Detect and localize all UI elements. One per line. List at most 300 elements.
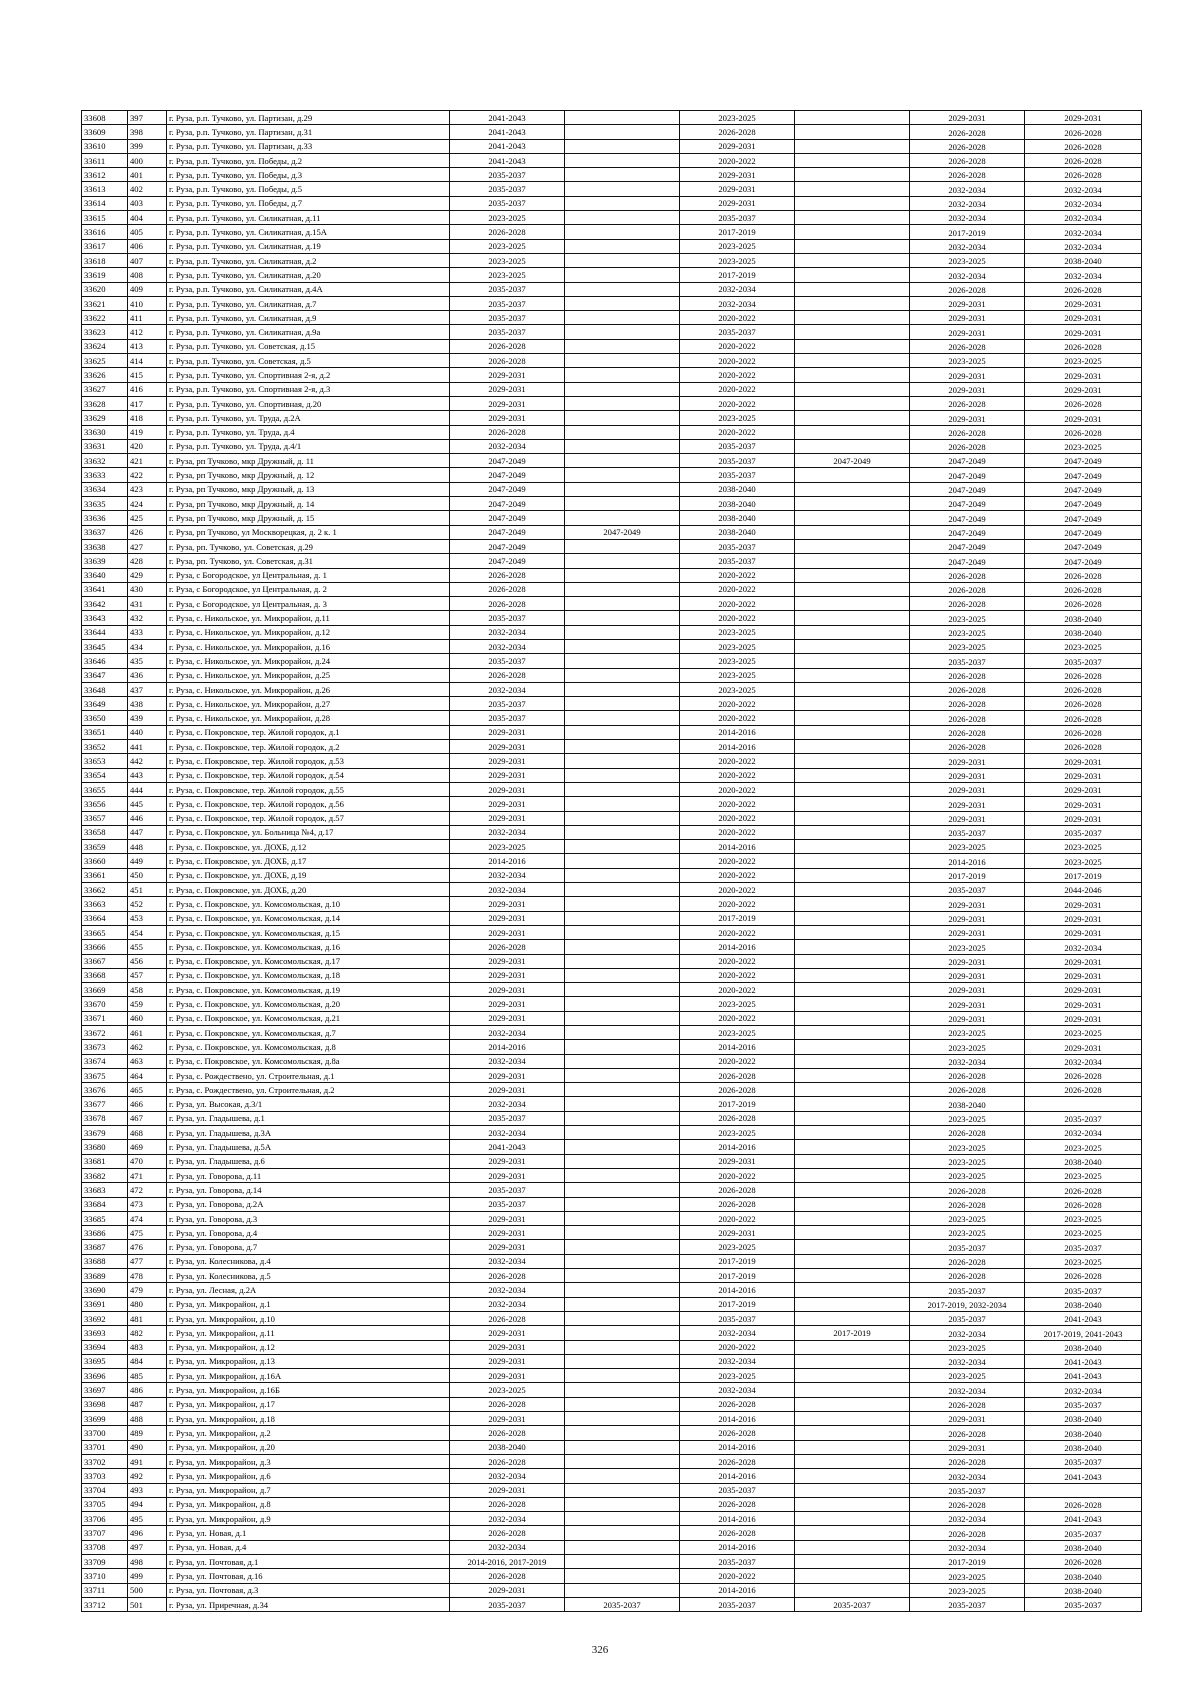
term-3-cell: 2020-2022: [680, 754, 795, 768]
term-3-cell: 2020-2022: [680, 311, 795, 325]
term-2-cell: [565, 954, 680, 968]
term-3-cell: 2032-2034: [680, 1354, 795, 1368]
term-6-cell: 2029-2031: [1025, 382, 1142, 396]
table-row: [82, 954, 1142, 968]
item-number-cell: 479: [128, 1283, 167, 1297]
record-id-cell: 33700: [82, 1426, 128, 1440]
term-5-cell: 2026-2028: [910, 1254, 1025, 1268]
term-3-cell: 2026-2028: [680, 1197, 795, 1211]
term-4-cell: 2047-2049: [795, 454, 910, 468]
term-2-cell: [565, 168, 680, 182]
record-id-cell: 33626: [82, 368, 128, 382]
term-6-cell: 2029-2031: [1025, 411, 1142, 425]
record-id-cell: 33622: [82, 311, 128, 325]
term-2-cell: [565, 311, 680, 325]
term-5-cell: 2035-2037: [910, 883, 1025, 897]
term-1-cell: 2029-2031: [450, 811, 565, 825]
term-5-cell: 2017-2019, 2032-2034: [910, 1297, 1025, 1311]
address-cell: г. Руза, ул. Почтовая, д.16: [167, 1569, 450, 1583]
record-id-cell: 33675: [82, 1068, 128, 1082]
table-row: [82, 840, 1142, 854]
address-cell: г. Руза, ул. Говорова, д.3: [167, 1211, 450, 1225]
term-6-cell: 2038-2040: [1025, 1412, 1142, 1426]
table-row: [82, 1111, 1142, 1125]
term-3-cell: 2023-2025: [680, 639, 795, 653]
address-cell: г. Руза, р.п. Тучково, ул. Партизан, д.33: [167, 139, 450, 153]
term-6-cell: 2038-2040: [1025, 1297, 1142, 1311]
record-id-cell: 33632: [82, 454, 128, 468]
record-id-cell: 33642: [82, 597, 128, 611]
term-4-cell: [795, 597, 910, 611]
term-4-cell: [795, 997, 910, 1011]
term-3-cell: 2020-2022: [680, 153, 795, 167]
record-id-cell: 33628: [82, 396, 128, 410]
term-5-cell: 2023-2025: [910, 1154, 1025, 1168]
term-2-cell: [565, 182, 680, 196]
term-3-cell: 2020-2022: [680, 897, 795, 911]
item-number-cell: 462: [128, 1040, 167, 1054]
term-5-cell: 2029-2031: [910, 768, 1025, 782]
term-5-cell: 2023-2025: [910, 1226, 1025, 1240]
term-5-cell: 2047-2049: [910, 525, 1025, 539]
table-row: [82, 468, 1142, 482]
term-1-cell: 2026-2028: [450, 582, 565, 596]
term-1-cell: 2026-2028: [450, 1311, 565, 1325]
term-4-cell: [795, 797, 910, 811]
term-1-cell: 2026-2028: [450, 597, 565, 611]
term-5-cell: 2038-2040: [910, 1097, 1025, 1111]
term-3-cell: 2020-2022: [680, 425, 795, 439]
term-1-cell: 2032-2034: [450, 1254, 565, 1268]
item-number-cell: 470: [128, 1154, 167, 1168]
address-cell: г. Руза, р.п. Тучково, ул. Силикатная, д.20: [167, 268, 450, 282]
record-id-cell: 33680: [82, 1140, 128, 1154]
term-3-cell: 2032-2034: [680, 296, 795, 310]
term-6-cell: 2038-2040: [1025, 1583, 1142, 1597]
term-4-cell: [795, 439, 910, 453]
address-cell: г. Руза, ул. Микрорайон, д.3: [167, 1454, 450, 1468]
term-6-cell: 2035-2037: [1025, 1111, 1142, 1125]
term-6-cell: 2029-2031: [1025, 983, 1142, 997]
table-row: [82, 253, 1142, 267]
term-5-cell: 2032-2034: [910, 268, 1025, 282]
table-row: [82, 1326, 1142, 1340]
address-cell: г. Руза, с. Покровское, тер. Жилой городок, д.53: [167, 754, 450, 768]
term-6-cell: 2041-2043: [1025, 1311, 1142, 1325]
term-3-cell: 2023-2025: [680, 1026, 795, 1040]
term-5-cell: 2029-2031: [910, 925, 1025, 939]
term-6-cell: 2029-2031: [1025, 811, 1142, 825]
address-cell: г. Руза, р.п. Тучково, ул. Труда, д.4: [167, 425, 450, 439]
term-1-cell: 2023-2025: [450, 268, 565, 282]
table-row: [82, 497, 1142, 511]
table-row: [82, 396, 1142, 410]
record-id-cell: 33684: [82, 1197, 128, 1211]
item-number-cell: 451: [128, 883, 167, 897]
address-cell: г. Руза, р.п. Тучково, ул. Спортивная 2-я, д.2: [167, 368, 450, 382]
item-number-cell: 416: [128, 382, 167, 396]
record-id-cell: 33652: [82, 740, 128, 754]
term-1-cell: 2047-2049: [450, 482, 565, 496]
term-6-cell: 2038-2040: [1025, 1340, 1142, 1354]
term-1-cell: 2029-2031: [450, 396, 565, 410]
table-row: [82, 897, 1142, 911]
term-2-cell: [565, 1283, 680, 1297]
address-cell: г. Руза, р.п. Тучково, ул. Силикатная, д.9: [167, 311, 450, 325]
term-6-cell: 2026-2028: [1025, 396, 1142, 410]
term-6-cell: 2029-2031: [1025, 1011, 1142, 1025]
term-2-cell: [565, 1326, 680, 1340]
term-5-cell: 2023-2025: [910, 1569, 1025, 1583]
term-3-cell: 2035-2037: [680, 454, 795, 468]
term-3-cell: 2026-2028: [680, 1497, 795, 1511]
term-2-cell: [565, 868, 680, 882]
term-3-cell: 2020-2022: [680, 396, 795, 410]
table-row: [82, 1526, 1142, 1540]
table-row: [82, 597, 1142, 611]
address-cell: г. Руза, ул. Почтовая, д.1: [167, 1554, 450, 1568]
term-4-cell: [795, 153, 910, 167]
term-3-cell: 2014-2016: [680, 1440, 795, 1454]
item-number-cell: 434: [128, 639, 167, 653]
record-id-cell: 33673: [82, 1040, 128, 1054]
table-row: [82, 968, 1142, 982]
item-number-cell: 399: [128, 139, 167, 153]
term-5-cell: 2032-2034: [910, 211, 1025, 225]
table-row: [82, 182, 1142, 196]
item-number-cell: 444: [128, 782, 167, 796]
term-4-cell: [795, 625, 910, 639]
term-5-cell: 2026-2028: [910, 1526, 1025, 1540]
term-4-cell: [795, 1340, 910, 1354]
term-5-cell: 2035-2037: [910, 1240, 1025, 1254]
term-1-cell: 2026-2028: [450, 1397, 565, 1411]
term-6-cell: 2035-2037: [1025, 1526, 1142, 1540]
term-5-cell: 2029-2031: [910, 811, 1025, 825]
term-3-cell: 2020-2022: [680, 1569, 795, 1583]
term-5-cell: 2023-2025: [910, 611, 1025, 625]
term-3-cell: 2035-2037: [680, 325, 795, 339]
term-1-cell: 2023-2025: [450, 253, 565, 267]
table-body: [82, 111, 1142, 1612]
term-4-cell: [795, 897, 910, 911]
term-5-cell: 2014-2016: [910, 854, 1025, 868]
item-number-cell: 407: [128, 253, 167, 267]
term-3-cell: 2020-2022: [680, 611, 795, 625]
term-1-cell: 2032-2034: [450, 825, 565, 839]
record-id-cell: 33708: [82, 1540, 128, 1554]
term-5-cell: 2032-2034: [910, 239, 1025, 253]
term-6-cell: 2029-2031: [1025, 897, 1142, 911]
item-number-cell: 481: [128, 1311, 167, 1325]
term-4-cell: [795, 754, 910, 768]
table-row: [82, 411, 1142, 425]
table-row: [82, 1540, 1142, 1554]
record-id-cell: 33657: [82, 811, 128, 825]
term-5-cell: 2035-2037: [910, 1597, 1025, 1611]
item-number-cell: 443: [128, 768, 167, 782]
term-3-cell: 2020-2022: [680, 983, 795, 997]
address-cell: г. Руза, ул. Колесникова, д.5: [167, 1269, 450, 1283]
term-1-cell: 2035-2037: [450, 697, 565, 711]
record-id-cell: 33666: [82, 940, 128, 954]
term-1-cell: 2023-2025: [450, 239, 565, 253]
item-number-cell: 472: [128, 1183, 167, 1197]
address-cell: г. Руза, с. Никольское, ул. Микрорайон, д.27: [167, 697, 450, 711]
item-number-cell: 494: [128, 1497, 167, 1511]
table-row: [82, 1297, 1142, 1311]
address-cell: г. Руза, р.п. Тучково, ул. Силикатная, д.2: [167, 253, 450, 267]
address-cell: г. Руза, с. Покровское, ул. Больница №4, д.17: [167, 825, 450, 839]
term-3-cell: 2023-2025: [680, 668, 795, 682]
term-5-cell: 2023-2025: [910, 639, 1025, 653]
term-5-cell: 2026-2028: [910, 282, 1025, 296]
item-number-cell: 406: [128, 239, 167, 253]
term-3-cell: 2014-2016: [680, 1540, 795, 1554]
term-2-cell: [565, 153, 680, 167]
record-id-cell: 33682: [82, 1168, 128, 1182]
term-1-cell: 2026-2028: [450, 339, 565, 353]
term-6-cell: 2032-2034: [1025, 1054, 1142, 1068]
term-1-cell: 2032-2034: [450, 682, 565, 696]
term-1-cell: 2029-2031: [450, 1369, 565, 1383]
term-1-cell: 2047-2049: [450, 539, 565, 553]
term-2-cell: [565, 454, 680, 468]
table-row: [82, 1140, 1142, 1154]
record-id-cell: 33697: [82, 1383, 128, 1397]
term-2-cell: [565, 1097, 680, 1111]
item-number-cell: 438: [128, 697, 167, 711]
term-1-cell: 2032-2034: [450, 1026, 565, 1040]
term-4-cell: [795, 311, 910, 325]
record-id-cell: 33707: [82, 1526, 128, 1540]
term-6-cell: 2029-2031: [1025, 111, 1142, 125]
table-row: [82, 940, 1142, 954]
table-row: [82, 854, 1142, 868]
item-number-cell: 461: [128, 1026, 167, 1040]
table-row: [82, 511, 1142, 525]
term-4-cell: [795, 740, 910, 754]
term-5-cell: 2035-2037: [910, 1283, 1025, 1297]
term-6-cell: 2032-2034: [1025, 196, 1142, 210]
record-id-cell: 33645: [82, 639, 128, 653]
term-3-cell: 2014-2016: [680, 1512, 795, 1526]
term-5-cell: 2029-2031: [910, 954, 1025, 968]
address-cell: г. Руза, рп Тучково, мкр Дружный, д. 12: [167, 468, 450, 482]
term-4-cell: [795, 1283, 910, 1297]
item-number-cell: 468: [128, 1126, 167, 1140]
term-4-cell: [795, 482, 910, 496]
table-row: [82, 111, 1142, 125]
term-1-cell: 2029-2031: [450, 1326, 565, 1340]
term-3-cell: 2029-2031: [680, 168, 795, 182]
term-1-cell: 2035-2037: [450, 1183, 565, 1197]
term-4-cell: [795, 611, 910, 625]
term-1-cell: 2029-2031: [450, 1412, 565, 1426]
table-row: [82, 425, 1142, 439]
term-6-cell: 2023-2025: [1025, 439, 1142, 453]
term-5-cell: 2029-2031: [910, 983, 1025, 997]
address-cell: г. Руза, р.п. Тучково, ул. Победы, д.7: [167, 196, 450, 210]
table-row: [82, 1397, 1142, 1411]
term-5-cell: 2026-2028: [910, 1083, 1025, 1097]
record-id-cell: 33623: [82, 325, 128, 339]
table-row: [82, 539, 1142, 553]
table-row: [82, 1512, 1142, 1526]
term-6-cell: 2032-2034: [1025, 940, 1142, 954]
term-5-cell: 2026-2028: [910, 1426, 1025, 1440]
term-4-cell: [795, 1168, 910, 1182]
term-5-cell: 2029-2031: [910, 1440, 1025, 1454]
term-6-cell: 2038-2040: [1025, 611, 1142, 625]
term-6-cell: 2023-2025: [1025, 1026, 1142, 1040]
term-2-cell: [565, 111, 680, 125]
address-cell: г. Руза, р.п. Тучково, ул. Силикатная, д.19: [167, 239, 450, 253]
term-2-cell: [565, 582, 680, 596]
term-2-cell: [565, 1554, 680, 1568]
record-id-cell: 33702: [82, 1454, 128, 1468]
item-number-cell: 437: [128, 682, 167, 696]
term-6-cell: 2047-2049: [1025, 525, 1142, 539]
address-cell: г. Руза, с. Покровское, ул. Комсомольская, д.19: [167, 983, 450, 997]
table-row: [82, 1254, 1142, 1268]
term-4-cell: [795, 168, 910, 182]
term-2-cell: [565, 697, 680, 711]
address-cell: г. Руза, р.п. Тучково, ул. Партизан, д.29: [167, 111, 450, 125]
term-1-cell: 2032-2034: [450, 1540, 565, 1554]
table-row: [82, 1569, 1142, 1583]
term-3-cell: 2035-2037: [680, 468, 795, 482]
term-5-cell: 2026-2028: [910, 125, 1025, 139]
address-cell: г. Руза, с. Рождествено, ул. Строительная, д.2: [167, 1083, 450, 1097]
record-id-cell: 33706: [82, 1512, 128, 1526]
term-4-cell: [795, 325, 910, 339]
item-number-cell: 497: [128, 1540, 167, 1554]
term-4-cell: [795, 940, 910, 954]
term-2-cell: [565, 225, 680, 239]
term-6-cell: 2026-2028: [1025, 168, 1142, 182]
term-1-cell: 2026-2028: [450, 225, 565, 239]
item-number-cell: 401: [128, 168, 167, 182]
item-number-cell: 415: [128, 368, 167, 382]
item-number-cell: 403: [128, 196, 167, 210]
item-number-cell: 492: [128, 1469, 167, 1483]
term-1-cell: 2029-2031: [450, 1354, 565, 1368]
table-row: [82, 997, 1142, 1011]
term-4-cell: [795, 1311, 910, 1325]
table-row: [82, 268, 1142, 282]
table-row: [82, 883, 1142, 897]
term-2-cell: [565, 1011, 680, 1025]
table-row: [82, 439, 1142, 453]
term-6-cell: 2047-2049: [1025, 554, 1142, 568]
term-2-cell: [565, 1383, 680, 1397]
address-cell: г. Руза, ул. Новая, д.1: [167, 1526, 450, 1540]
term-6-cell: 2023-2025: [1025, 1140, 1142, 1154]
address-cell: г. Руза, с. Покровское, ул. ДОХБ, д.20: [167, 883, 450, 897]
table-row: [82, 1426, 1142, 1440]
term-6-cell: 2032-2034: [1025, 1126, 1142, 1140]
record-id-cell: 33612: [82, 168, 128, 182]
term-5-cell: 2026-2028: [910, 582, 1025, 596]
record-id-cell: 33667: [82, 954, 128, 968]
term-5-cell: 2023-2025: [910, 253, 1025, 267]
term-6-cell: 2032-2034: [1025, 239, 1142, 253]
record-id-cell: 33655: [82, 782, 128, 796]
term-5-cell: 2017-2019: [910, 1554, 1025, 1568]
record-id-cell: 33703: [82, 1469, 128, 1483]
item-number-cell: 442: [128, 754, 167, 768]
address-cell: г. Руза, ул. Говорова, д.4: [167, 1226, 450, 1240]
address-cell: г. Руза, ул. Микрорайон, д.20: [167, 1440, 450, 1454]
term-4-cell: [795, 868, 910, 882]
record-id-cell: 33676: [82, 1083, 128, 1097]
term-4-cell: [795, 539, 910, 553]
item-number-cell: 412: [128, 325, 167, 339]
term-2-cell: [565, 940, 680, 954]
table-row: [82, 354, 1142, 368]
term-2-cell: [565, 639, 680, 653]
term-2-cell: [565, 740, 680, 754]
term-2-cell: [565, 1269, 680, 1283]
term-6-cell: 2023-2025: [1025, 354, 1142, 368]
term-4-cell: [795, 1211, 910, 1225]
address-cell: г. Руза, с. Покровское, тер. Жилой городок, д.57: [167, 811, 450, 825]
address-cell: г. Руза, ул. Говорова, д.7: [167, 1240, 450, 1254]
item-number-cell: 455: [128, 940, 167, 954]
term-6-cell: 2038-2040: [1025, 1540, 1142, 1554]
term-4-cell: [795, 1011, 910, 1025]
term-1-cell: 2035-2037: [450, 611, 565, 625]
term-5-cell: 2023-2025: [910, 1369, 1025, 1383]
address-cell: г. Руза, рп Тучково, мкр Дружный, д. 11: [167, 454, 450, 468]
term-3-cell: 2038-2040: [680, 525, 795, 539]
table-row: [82, 325, 1142, 339]
term-4-cell: [795, 1040, 910, 1054]
record-id-cell: 33643: [82, 611, 128, 625]
term-6-cell: 2026-2028: [1025, 725, 1142, 739]
item-number-cell: 463: [128, 1054, 167, 1068]
address-cell: г. Руза, ул. Гладышева, д.1: [167, 1111, 450, 1125]
term-2-cell: [565, 825, 680, 839]
term-2-cell: [565, 1369, 680, 1383]
item-number-cell: 424: [128, 497, 167, 511]
term-4-cell: [795, 196, 910, 210]
table-row: [82, 525, 1142, 539]
term-6-cell: 2026-2028: [1025, 1197, 1142, 1211]
term-1-cell: 2029-2031: [450, 754, 565, 768]
table-row: [82, 1454, 1142, 1468]
term-1-cell: 2032-2034: [450, 868, 565, 882]
record-id-cell: 33621: [82, 296, 128, 310]
address-cell: г. Руза, ул. Гладышева, д.6: [167, 1154, 450, 1168]
record-id-cell: 33693: [82, 1326, 128, 1340]
term-1-cell: 2026-2028: [450, 1526, 565, 1540]
term-4-cell: [795, 554, 910, 568]
term-2-cell: [565, 911, 680, 925]
term-2-cell: [565, 1469, 680, 1483]
term-6-cell: 2026-2028: [1025, 125, 1142, 139]
term-2-cell: [565, 1026, 680, 1040]
term-3-cell: 2020-2022: [680, 883, 795, 897]
term-2-cell: [565, 1197, 680, 1211]
table-row: [82, 382, 1142, 396]
term-3-cell: 2017-2019: [680, 911, 795, 925]
term-4-cell: [795, 1469, 910, 1483]
term-3-cell: 2014-2016: [680, 1469, 795, 1483]
term-1-cell: 2023-2025: [450, 1383, 565, 1397]
term-6-cell: 2026-2028: [1025, 1554, 1142, 1568]
